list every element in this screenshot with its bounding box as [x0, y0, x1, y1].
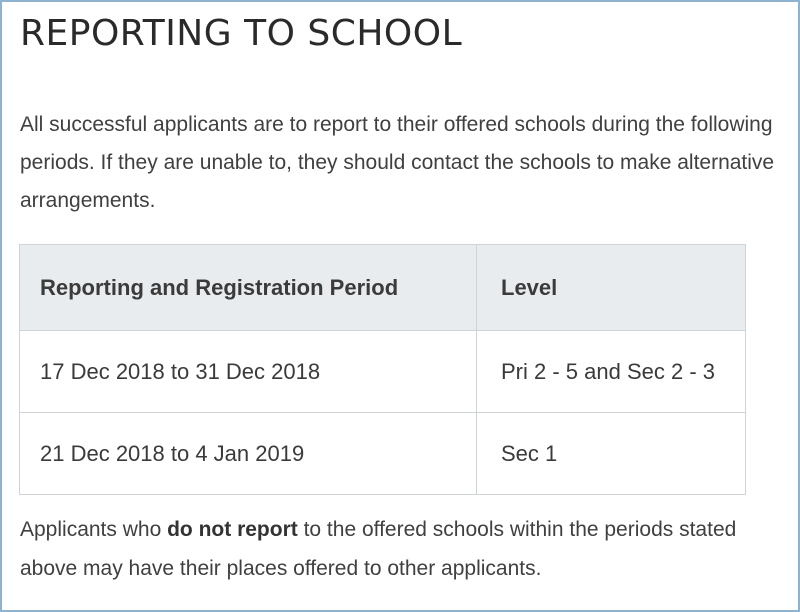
row-period-cell: 17 Dec 2018 to 31 Dec 2018: [20, 331, 477, 413]
header-level: Level: [477, 245, 746, 331]
intro-paragraph: All successful applicants are to report to their offered schools during the following periods. If they are unable to, they should contact the schools to make alternative arrangements.: [20, 113, 775, 212]
outro-prefix: Applicants who: [20, 518, 168, 541]
row-level-cell: Sec 1: [477, 413, 746, 495]
table-row: [20, 331, 746, 413]
header-period: Reporting and Registration Period: [20, 245, 477, 331]
row-level-cell: Pri 2 - 5 and Sec 2 - 3: [477, 331, 746, 413]
outro-suffix: to the offered schools within the periods stated above may have their places offered to other applicants.: [20, 518, 737, 580]
table-header-row: [20, 245, 746, 331]
outro-emphasis: do not report: [167, 518, 298, 541]
table-row: [20, 413, 746, 495]
reporting-periods-table: [19, 244, 746, 495]
outro-paragraph: [20, 510, 790, 588]
row-period-cell: 21 Dec 2018 to 4 Jan 2019: [20, 413, 477, 495]
page-title: REPORTING TO SCHOOL: [20, 13, 463, 54]
